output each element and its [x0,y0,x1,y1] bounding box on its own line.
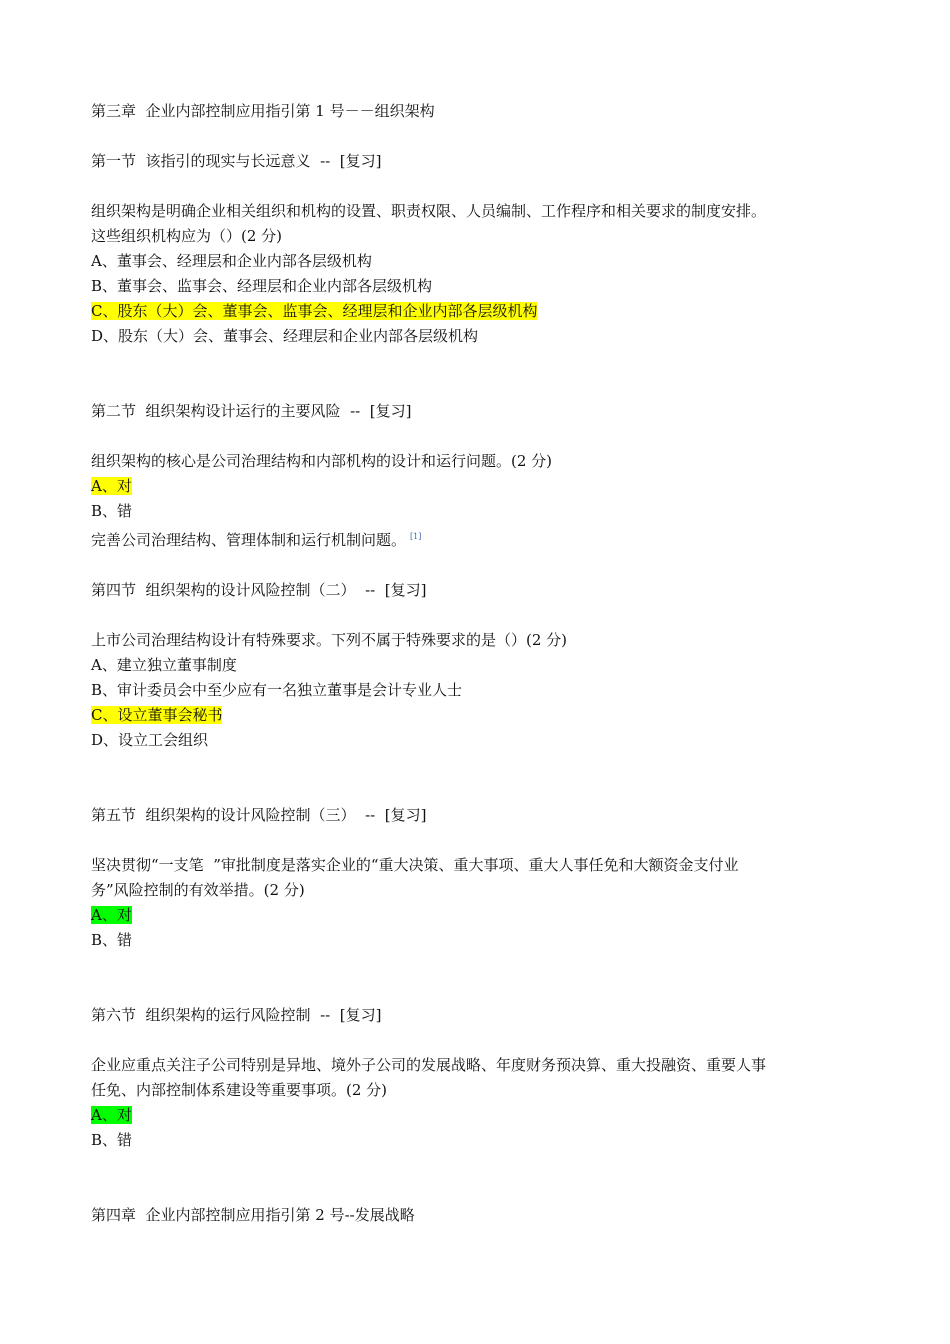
question-3-option-d: D、设立工会组织 [91,731,209,749]
section-6-heading: 第六节 组织架构的运行风险控制 -- [复习] [91,1006,382,1024]
question-5-option-b: B、错 [91,1131,133,1149]
question-5-option-a-highlighted: A、对 [91,1106,132,1124]
section-5-heading: 第五节 组织架构的设计风险控制（三） -- [复习] [91,806,427,824]
question-4-text-cont: 务”风险控制的有效举措。(2 分) [91,881,305,899]
chapter-3-title: 第三章 企业内部控制应用指引第 1 号－－组织架构 [91,102,435,120]
question-2-explanation: 完善公司治理结构、管理体制和运行机制问题。 [91,531,407,549]
question-3-option-a: A、建立独立董事制度 [91,656,237,674]
question-3-text: 上市公司治理结构设计有特殊要求。下列不属于特殊要求的是（）(2 分) [91,631,568,649]
footnote-reference[interactable]: [1] [410,532,422,541]
question-1-option-d: D、股东（大）会、董事会、经理层和企业内部各层级机构 [91,327,479,345]
question-4-option-a-highlighted: A、对 [91,906,132,924]
document-body [91,99,871,1228]
question-1-option-a: A、董事会、经理层和企业内部各层级机构 [91,252,372,270]
chapter-4-title: 第四章 企业内部控制应用指引第 2 号--发展战略 [91,1206,415,1224]
question-5-text-cont: 任免、内部控制体系建设等重要事项。(2 分) [91,1081,388,1099]
section-1-heading: 第一节 该指引的现实与长远意义 -- [复习] [91,152,382,170]
question-1-option-b: B、董事会、监事会、经理层和企业内部各层级机构 [91,277,433,295]
question-4-option-b: B、错 [91,931,133,949]
question-3-option-c-highlighted: C、设立董事会秘书 [91,706,223,724]
question-2-option-b: B、错 [91,502,133,520]
question-1-text-cont: 这些组织机构应为（）(2 分) [91,227,283,245]
question-3-option-b: B、审计委员会中至少应有一名独立董事是会计专业人士 [91,681,463,699]
section-4-heading: 第四节 组织架构的设计风险控制（二） -- [复习] [91,581,427,599]
question-2-option-a-highlighted: A、对 [91,477,132,495]
question-2-text: 组织架构的核心是公司治理结构和内部机构的设计和运行问题。(2 分) [91,452,553,470]
question-1-text: 组织架构是明确企业相关组织和机构的设置、职责权限、人员编制、工作程序和相关要求的制度安排。 [91,202,767,220]
question-4-text: 坚决贯彻“一支笔 ”审批制度是落实企业的“重大决策、重大事项、重大人事任免和大额资金支付业 [91,856,739,874]
section-2-heading: 第二节 组织架构设计运行的主要风险 -- [复习] [91,402,412,420]
question-1-option-c-highlighted: C、股东（大）会、董事会、监事会、经理层和企业内部各层级机构 [91,302,538,320]
question-5-text: 企业应重点关注子公司特别是异地、境外子公司的发展战略、年度财务预决算、重大投融资、重要人事 [91,1056,767,1074]
